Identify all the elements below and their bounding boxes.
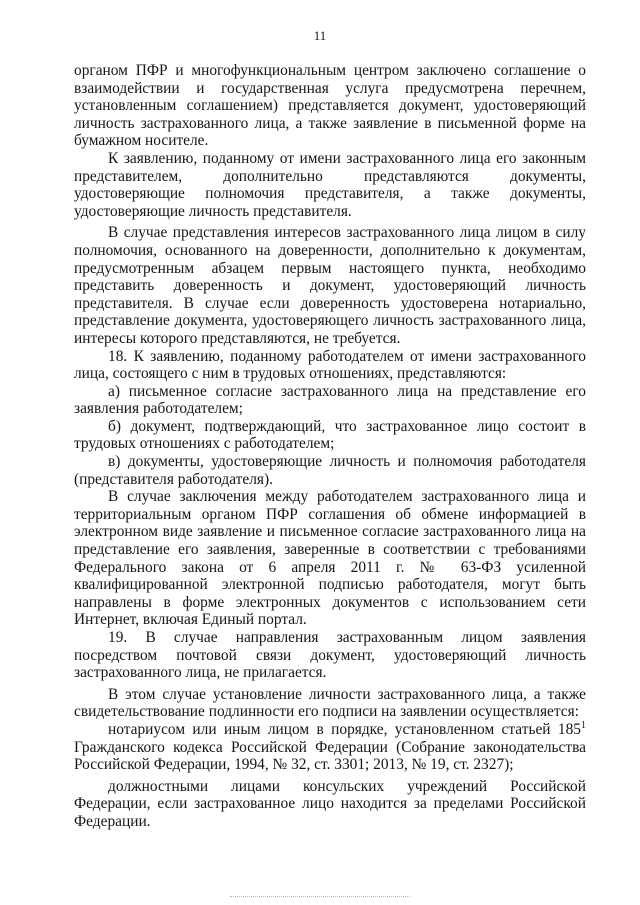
list-item: а) письменное согласие застрахованного лица на представление его заявления работодателем; [74,382,586,418]
page-number: 11 [313,28,327,43]
paragraph: К заявлению, поданному от имени застрахованного лица его законным представителем, дополнительно представляются документы, удостоверяющие полномочия представителя, а также документы, удостоверяющие личность представителя. [74,149,586,220]
paragraph: 19. В случае направления застрахованным лицом заявления посредством почтовой связи документ, удостоверяющий личность застрахованного лица, не прилагается. [74,629,586,682]
document-body [74,62,586,831]
paragraph: 18. К заявлению, поданному работодателем от имени застрахованного лица, состоящего с ним в трудовых отношениях, представляются: [74,347,586,383]
paragraph: В этом случае установление личности застрахованного лица, а также свидетельствование подлинности его подписи на заявлении осуществляется: [74,685,586,721]
paragraph-with-footnote [74,721,586,774]
paragraph-text: Гражданского кодекса Российской Федерации (Собрание законодательства Российской Федерации, 1994, № 32, ст. 3301; 2013, № 19, ст. 2327); [74,738,586,774]
scan-artifact [230,896,410,897]
list-item: б) документ, подтверждающий, что застрахованное лицо состоит в трудовых отношениях с работодателем; [74,417,586,453]
paragraph-text: нотариусом или иным лицом в порядке, установленном статьей 185 [108,720,581,738]
paragraph: органом ПФР и многофункциональным центром заключено соглашение о взаимодействии и государственная услуга предусмотрена перечнем, установленным соглашением) представляется документ, удостоверяющий личность застрахованного лица, а также заявление в письменной форме на бумажном носителе. [74,62,586,150]
footnote-ref: 1 [581,719,586,731]
paragraph: должностными лицами консульских учреждений Российской Федерации, если застрахованное лицо находится за пределами Российской Федерации. [74,777,586,830]
paragraph: В случае представления интересов застрахованного лица лицом в силу полномочия, основанного на доверенности, дополнительно к документам, предусмотренным абзацем первым настоящего пункта, необходимо представить доверенность и документ, удостоверяющий личность представителя. В случае если доверенность удостоверена нотариально, представление документа, удостоверяющего личность застрахованного лица, интересы которого представляются, не требуется. [74,224,586,347]
paragraph: В случае заключения между работодателем застрахованного лица и территориальным органом ПФР соглашения об обмене информацией в электронном виде заявление и письменное согласие застрахованного лица на представление его заявления, заверенные в соответствии с требованиями Федерального закона от 6 апреля 2011 г. № 63-ФЗ усиленной квалифицированной электронной подписью работодателя, могут быть направлены в форме электронных документов с использованием сети Интернет, включая Единый портал. [74,488,586,629]
list-item: в) документы, удостоверяющие личность и полномочия работодателя (представителя работодателя). [74,453,586,488]
